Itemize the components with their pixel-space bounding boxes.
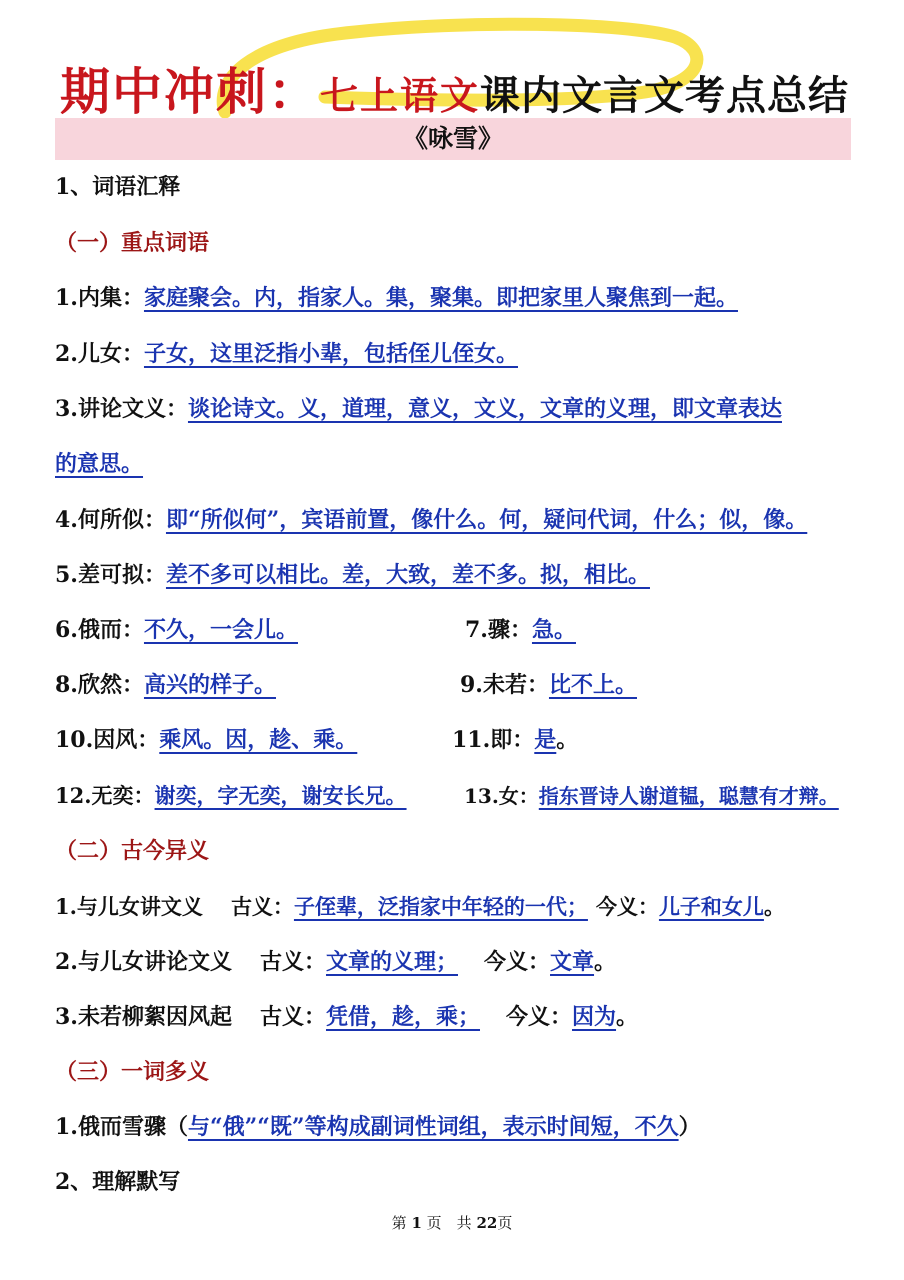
vocab-term: 5.差可拟： — [55, 562, 166, 588]
vocab-item — [55, 339, 518, 369]
vocab-answer: 家庭聚会。内，指家人。集，聚集。即把家里人聚焦到一起。 — [143, 285, 738, 311]
modern-label: 今义： — [484, 949, 551, 975]
page-footer — [0, 1212, 904, 1233]
ancient-label: 古义： — [230, 894, 294, 919]
ancient-meaning: 文章的义理； — [325, 949, 458, 975]
vocab-item — [55, 725, 357, 755]
vocab-answer: 子女，这里泛指小辈，包括侄儿侄女。 — [143, 341, 518, 367]
polysemy-phrase: 1.俄而雪骤（ — [55, 1114, 188, 1140]
modern-meaning: 因为 — [572, 1004, 617, 1030]
title-dark-part: 课内文言文考点总结 — [480, 73, 850, 119]
vocab-term: 1.内集： — [55, 285, 144, 311]
section-heading-recitation: 2、理解默写 — [55, 1169, 181, 1195]
section-heading-vocab: 1、词语汇释 — [55, 174, 181, 200]
subtitle-band — [55, 118, 851, 160]
vocab-item-continuation — [55, 449, 143, 479]
page-title — [60, 52, 850, 121]
vocab-answer-continued: 的意思。 — [55, 451, 144, 477]
vocab-item — [55, 394, 782, 424]
vocab-term: 12.无奕： — [55, 783, 155, 808]
vocab-item — [55, 283, 738, 313]
meaning-item — [55, 892, 785, 922]
ancient-label: 古义： — [259, 949, 326, 975]
vocab-item — [465, 615, 576, 645]
vocab-answer: 比不上。 — [548, 672, 637, 698]
vocab-tail: 。 — [556, 727, 579, 753]
vocab-answer: 谈论诗文。义，道理，意义，文义，文章的义理，即文章表达 — [187, 396, 782, 422]
vocab-term: 8.欣然： — [55, 672, 144, 698]
vocab-answer: 不久，一会儿。 — [143, 617, 298, 643]
modern-label: 今义： — [595, 894, 659, 919]
subsection-heading-key-words: （一）重点词语 — [55, 230, 210, 256]
ancient-label: 古义： — [259, 1004, 326, 1030]
vocab-answer: 谢奕，字无奕，谢安长兄。 — [154, 783, 407, 808]
meaning-end: 。 — [594, 949, 617, 975]
title-accent-part: 七上语文 — [320, 74, 481, 118]
subsection-heading-polysemy: （三）一词多义 — [55, 1059, 210, 1085]
footer-page-total: 22 — [476, 1214, 498, 1232]
meaning-end: 。 — [616, 1004, 639, 1030]
vocab-answer: 指东晋诗人谢道韫，聪慧有才辩。 — [538, 784, 839, 808]
meaning-phrase: 1.与儿女讲文义 — [55, 894, 203, 919]
vocab-term: 11.即： — [452, 727, 535, 753]
ancient-meaning: 凭借，趁，乘； — [325, 1004, 480, 1030]
meaning-phrase: 2.与儿女讲论文义 — [55, 949, 232, 975]
vocab-answer: 乘风。因，趁、乘。 — [159, 727, 358, 753]
vocab-term: 13.女： — [464, 784, 539, 808]
vocab-item — [55, 615, 298, 645]
polysemy-item — [55, 1112, 701, 1142]
vocab-item — [464, 781, 839, 811]
ancient-meaning: 子侄辈，泛指家中年轻的一代； — [293, 894, 588, 919]
vocab-term: 9.未若： — [460, 672, 549, 698]
polysemy-answer: 与“俄”“既”等构成副词性词组，表示时间短，不久 — [187, 1114, 679, 1140]
subtitle: 《咏雪》 — [402, 124, 503, 153]
polysemy-end: ） — [678, 1114, 701, 1140]
vocab-answer: 急。 — [531, 617, 576, 643]
meaning-phrase: 3.未若柳絮因风起 — [55, 1004, 232, 1030]
vocab-item — [55, 670, 276, 700]
title-red-part: 期中冲刺： — [60, 63, 320, 121]
meaning-end: 。 — [763, 894, 785, 919]
vocab-term: 3.讲论文义： — [55, 396, 188, 422]
vocab-answer: 差不多可以相比。差，大致，差不多。拟，相比。 — [165, 562, 650, 588]
footer-label-a: 第 — [391, 1214, 407, 1232]
subsection-heading-ancient-modern: （二）古今异义 — [55, 838, 210, 864]
vocab-term: 7.骤： — [465, 617, 532, 643]
vocab-item — [460, 670, 637, 700]
vocab-item — [452, 725, 578, 755]
footer-label-b: 页 共 — [426, 1214, 472, 1232]
modern-label: 今义： — [506, 1004, 573, 1030]
vocab-term: 2.儿女： — [55, 341, 144, 367]
footer-page-number: 1 — [411, 1214, 422, 1232]
vocab-term: 4.何所似： — [55, 507, 166, 533]
modern-meaning: 文章 — [550, 949, 595, 975]
vocab-item — [55, 505, 807, 535]
vocab-answer: 即“所似何”，宾语前置，像什么。何，疑问代词，什么；似，像。 — [165, 507, 808, 533]
vocab-term: 6.俄而： — [55, 617, 144, 643]
meaning-item — [55, 947, 616, 977]
vocab-item — [55, 781, 407, 811]
footer-label-c: 页 — [497, 1214, 513, 1232]
modern-meaning: 儿子和女儿 — [658, 894, 764, 919]
vocab-term: 10.因风： — [55, 727, 160, 753]
vocab-item — [55, 560, 650, 590]
vocab-answer: 高兴的样子。 — [143, 672, 276, 698]
meaning-item — [55, 1002, 638, 1032]
vocab-answer: 是 — [534, 727, 557, 753]
